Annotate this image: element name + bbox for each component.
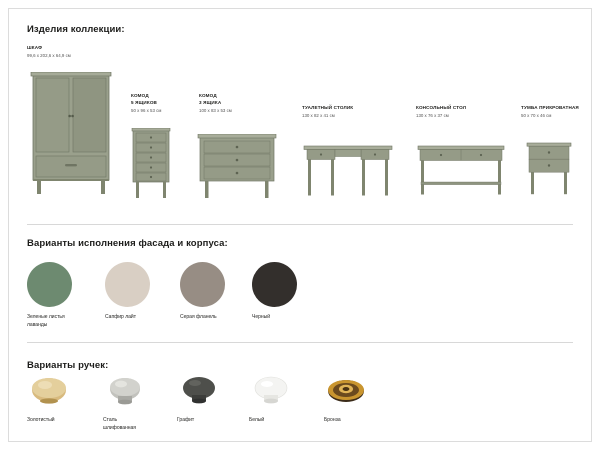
handle-caption-bronze: Бронза bbox=[324, 417, 341, 423]
item-wardrobe-caption bbox=[27, 45, 71, 60]
knob-bronze-icon bbox=[324, 376, 368, 406]
divider-2 bbox=[27, 342, 573, 343]
wardrobe-illustration bbox=[27, 72, 115, 202]
facade-swatch-black bbox=[252, 262, 297, 307]
item-bedside-table-dims: 50 x 70 x 46 см bbox=[521, 112, 552, 118]
chest-5-drawers-illustration bbox=[130, 128, 172, 203]
facade-caption-black: Черный bbox=[252, 314, 271, 320]
item-wardrobe-label: ШКАФ bbox=[27, 45, 43, 50]
handle-option-white[interactable] bbox=[249, 376, 311, 425]
handle-option-graphite[interactable] bbox=[177, 376, 239, 425]
item-dressing-table-caption bbox=[302, 105, 353, 120]
knob-graphite-icon bbox=[177, 376, 221, 406]
handle-option-bronze[interactable] bbox=[324, 376, 386, 425]
handle-option-gold[interactable] bbox=[27, 376, 89, 425]
console-table-illustration bbox=[416, 138, 506, 202]
facade-swatch-sapphire-light bbox=[105, 262, 150, 307]
item-chest3-dims: 100 x 83 x 53 см bbox=[199, 107, 232, 113]
divider-1 bbox=[27, 224, 573, 225]
item-dressing-table-label: ТУАЛЕТНЫЙ СТОЛИК bbox=[302, 105, 354, 110]
handle-caption-steel-line1: Сталь bbox=[103, 417, 118, 423]
facade-option-sapphire-light[interactable] bbox=[105, 262, 167, 322]
item-chest3-caption bbox=[199, 93, 232, 114]
handle-caption-gold: Золотистый bbox=[27, 417, 55, 423]
facade-caption-green-line2: лаванды bbox=[27, 321, 48, 328]
section-title-handles: Варианты ручек: bbox=[27, 360, 109, 371]
item-chest5-label-line2: 5 ЯЩИКОВ bbox=[131, 99, 158, 105]
chest-3-drawers-illustration bbox=[197, 134, 277, 204]
knob-steel-icon bbox=[103, 376, 147, 406]
item-wardrobe-dims: 99,6 x 202,6 x 64,9 см bbox=[27, 52, 71, 58]
facade-option-grey-flannel[interactable] bbox=[180, 262, 242, 322]
item-dressing-table-dims: 130 x 82 x 41 см bbox=[302, 112, 335, 118]
handle-caption-white: Белый bbox=[249, 417, 265, 423]
facade-swatch-green bbox=[27, 262, 72, 307]
handle-caption-steel-line2: шлифованная bbox=[103, 424, 137, 431]
facade-caption-grey-flannel: Серая фланель bbox=[180, 314, 217, 320]
facade-caption-green-line1: Зеленые листья bbox=[27, 314, 65, 320]
facade-caption-green bbox=[27, 314, 89, 330]
section-title-collection: Изделия коллекции: bbox=[27, 24, 125, 35]
facade-option-green[interactable] bbox=[27, 262, 89, 330]
knob-white-icon bbox=[249, 376, 293, 406]
item-chest3-label-line1: КОМОД bbox=[199, 93, 217, 98]
section-title-facade: Варианты исполнения фасада и корпуса: bbox=[27, 238, 228, 249]
dressing-table-illustration bbox=[302, 140, 394, 202]
facade-caption-sapphire-light: Сапфир лайт bbox=[105, 314, 137, 320]
item-console-table-dims: 130 x 76 x 37 см bbox=[416, 112, 449, 118]
bedside-table-illustration bbox=[525, 137, 573, 203]
item-console-table-label: КОНСОЛЬНЫЙ СТОЛ bbox=[416, 105, 467, 110]
handle-caption-steel bbox=[103, 417, 165, 432]
item-chest3-label-line2: 3 ЯЩИКА bbox=[199, 99, 222, 105]
item-console-table-caption bbox=[416, 105, 466, 120]
item-chest5-label-line1: КОМОД bbox=[131, 93, 149, 98]
handle-option-steel[interactable] bbox=[103, 376, 165, 432]
knob-gold-icon bbox=[27, 376, 71, 406]
item-bedside-table-caption bbox=[521, 105, 579, 120]
facade-swatch-grey-flannel bbox=[180, 262, 225, 307]
handle-caption-graphite: Графит bbox=[177, 417, 195, 423]
item-chest5-caption bbox=[131, 93, 161, 114]
facade-option-black[interactable] bbox=[252, 262, 314, 322]
item-chest5-dims: 50 x 96 x 53 см bbox=[131, 107, 162, 113]
item-bedside-table-label: ТУМБА ПРИКРОВАТНАЯ bbox=[521, 105, 579, 110]
